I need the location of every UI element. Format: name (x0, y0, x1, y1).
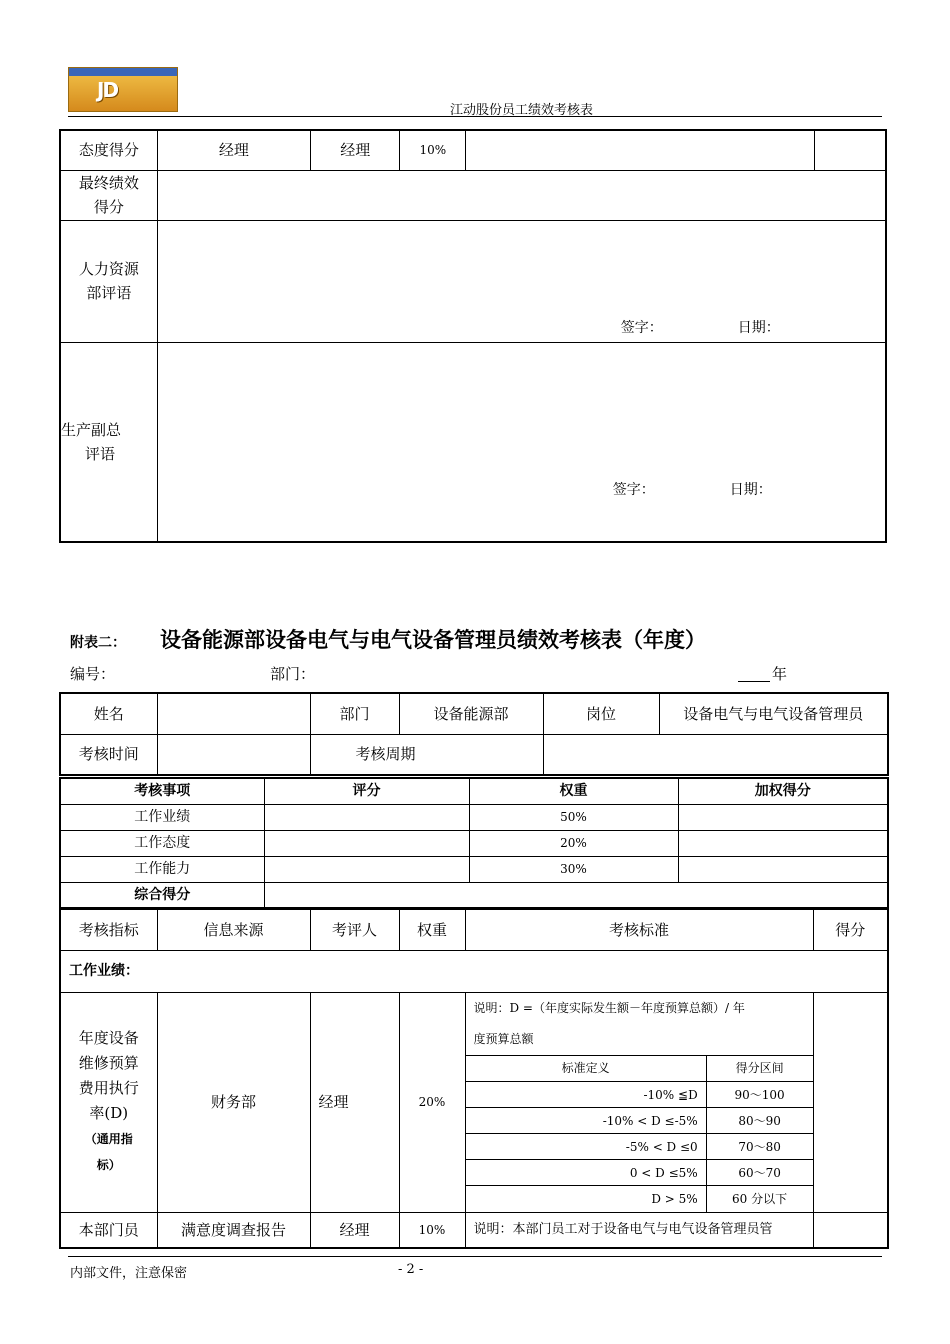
year-label: 年 (772, 665, 788, 683)
final-score-label: 最终绩效 得分 (60, 170, 157, 220)
appendix-label: 附表二： (70, 635, 126, 651)
ind-header-weight: 权重 (399, 909, 465, 950)
std-def: 0 < D ≤5% (466, 1160, 707, 1186)
std-def-header: 标准定义 (466, 1056, 707, 1082)
vp-date-label: 日期： (729, 481, 772, 498)
summary-header-weight: 权重 (469, 778, 678, 804)
top-table (59, 129, 887, 543)
std-def: -10% ≦D (466, 1082, 707, 1108)
logo-text: JD (97, 78, 118, 102)
std-score: 90～100 (706, 1082, 812, 1108)
summary-header-score: 评分 (264, 778, 469, 804)
summary-weighted[interactable] (678, 830, 888, 856)
satisfaction-desc: 说明：本部门员工对于设备电气与电气设备管理员管 (465, 1212, 813, 1248)
summary-header-weighted: 加权得分 (678, 778, 888, 804)
std-score: 80～90 (706, 1108, 812, 1134)
form-title: 设备能源部设备电气与电气设备管理员绩效考核表（年度） (160, 628, 706, 652)
time-value[interactable] (157, 734, 310, 775)
final-score-cell[interactable] (157, 170, 886, 220)
satisfaction-score[interactable] (813, 1212, 888, 1248)
time-label: 考核时间 (60, 734, 157, 775)
summary-item: 工作能力 (60, 856, 264, 882)
ind-header-rater: 考评人 (310, 909, 399, 950)
std-def: -5% < D ≤0 (466, 1134, 707, 1160)
std-score: 60 分以下 (706, 1186, 812, 1212)
satisfaction-weight: 10% (399, 1212, 465, 1248)
summary-score[interactable] (264, 856, 469, 882)
indicator-table (59, 908, 889, 1249)
summary-weighted[interactable] (678, 856, 888, 882)
ind-header-source: 信息来源 (157, 909, 310, 950)
performance-section-label: 工作业绩： (60, 950, 888, 992)
info-table (59, 692, 889, 776)
info-dept-label: 部门 (310, 693, 399, 734)
attitude-weight: 10% (400, 130, 466, 170)
total-value[interactable] (264, 882, 888, 908)
satisfaction-indicator-name: 本部门员 (60, 1212, 157, 1248)
hr-comment-cell[interactable] (157, 220, 886, 342)
budget-source: 财务部 (157, 992, 310, 1212)
header-rule (68, 116, 882, 117)
year-blank[interactable] (738, 681, 770, 682)
vp-comment-label: 生产副总 评语 (60, 342, 157, 542)
summary-table (59, 777, 889, 909)
std-def: D > 5% (466, 1186, 707, 1212)
attitude-rater: 经理 (311, 130, 400, 170)
budget-desc: 说明：D =（年度实际发生额－年度预算总额）/ 年 (473, 1000, 745, 1015)
header-title: 江动股份员工绩效考核表 (450, 103, 594, 118)
satisfaction-rater: 经理 (310, 1212, 399, 1248)
std-def: -10% < D ≤-5% (466, 1108, 707, 1134)
hr-comment-label: 人力资源 部评语 (60, 220, 157, 342)
std-score: 70～80 (706, 1134, 812, 1160)
budget-desc-cont: 度预算总额 (473, 1031, 534, 1046)
post-label: 岗位 (543, 693, 659, 734)
total-label: 综合得分 (60, 882, 264, 908)
ind-header-standard: 考核标准 (465, 909, 813, 950)
footer-rule (68, 1256, 882, 1257)
satisfaction-source: 满意度调查报告 (157, 1212, 310, 1248)
summary-score[interactable] (264, 830, 469, 856)
page-number: - 2 - (398, 1262, 424, 1277)
dept-label: 部门： (270, 665, 316, 683)
ind-header-score: 得分 (813, 909, 888, 950)
std-score: 60～70 (706, 1160, 812, 1186)
hr-sign-label: 签字： (620, 319, 663, 336)
standard-subtable (466, 1056, 813, 1212)
attitude-label: 态度得分 (60, 130, 157, 170)
summary-item: 工作态度 (60, 830, 264, 856)
number-label: 编号： (70, 665, 116, 683)
vp-sign-label: 签字： (612, 481, 655, 498)
budget-score[interactable] (813, 992, 888, 1212)
summary-weight: 30% (469, 856, 678, 882)
footer-note: 内部文件，注意保密 (70, 1266, 188, 1281)
attitude-source: 经理 (157, 130, 310, 170)
summary-item: 工作业绩 (60, 804, 264, 830)
summary-weight: 50% (469, 804, 678, 830)
summary-weight: 20% (469, 830, 678, 856)
ind-header-indicator: 考核指标 (60, 909, 157, 950)
name-label: 姓名 (60, 693, 157, 734)
vp-comment-cell[interactable] (157, 342, 886, 542)
info-dept-value: 设备能源部 (399, 693, 543, 734)
hr-date-label: 日期： (737, 319, 780, 336)
name-value[interactable] (157, 693, 310, 734)
company-logo (68, 67, 178, 112)
summary-score[interactable] (264, 804, 469, 830)
budget-indicator-name: 年度设备 维修预算 费用执行 率(D) （通用指 标） (60, 992, 157, 1212)
post-value: 设备电气与电气设备管理员 (659, 693, 888, 734)
budget-weight: 20% (399, 992, 465, 1212)
budget-rater: 经理 (310, 992, 399, 1212)
summary-header-item: 考核事项 (60, 778, 264, 804)
std-score-header: 得分区间 (706, 1056, 812, 1082)
summary-weighted[interactable] (678, 804, 888, 830)
attitude-score[interactable] (815, 130, 886, 170)
attitude-standard[interactable] (466, 130, 815, 170)
period-label: 考核周期 (310, 734, 543, 775)
budget-standard (465, 992, 813, 1212)
period-value[interactable] (543, 734, 888, 775)
